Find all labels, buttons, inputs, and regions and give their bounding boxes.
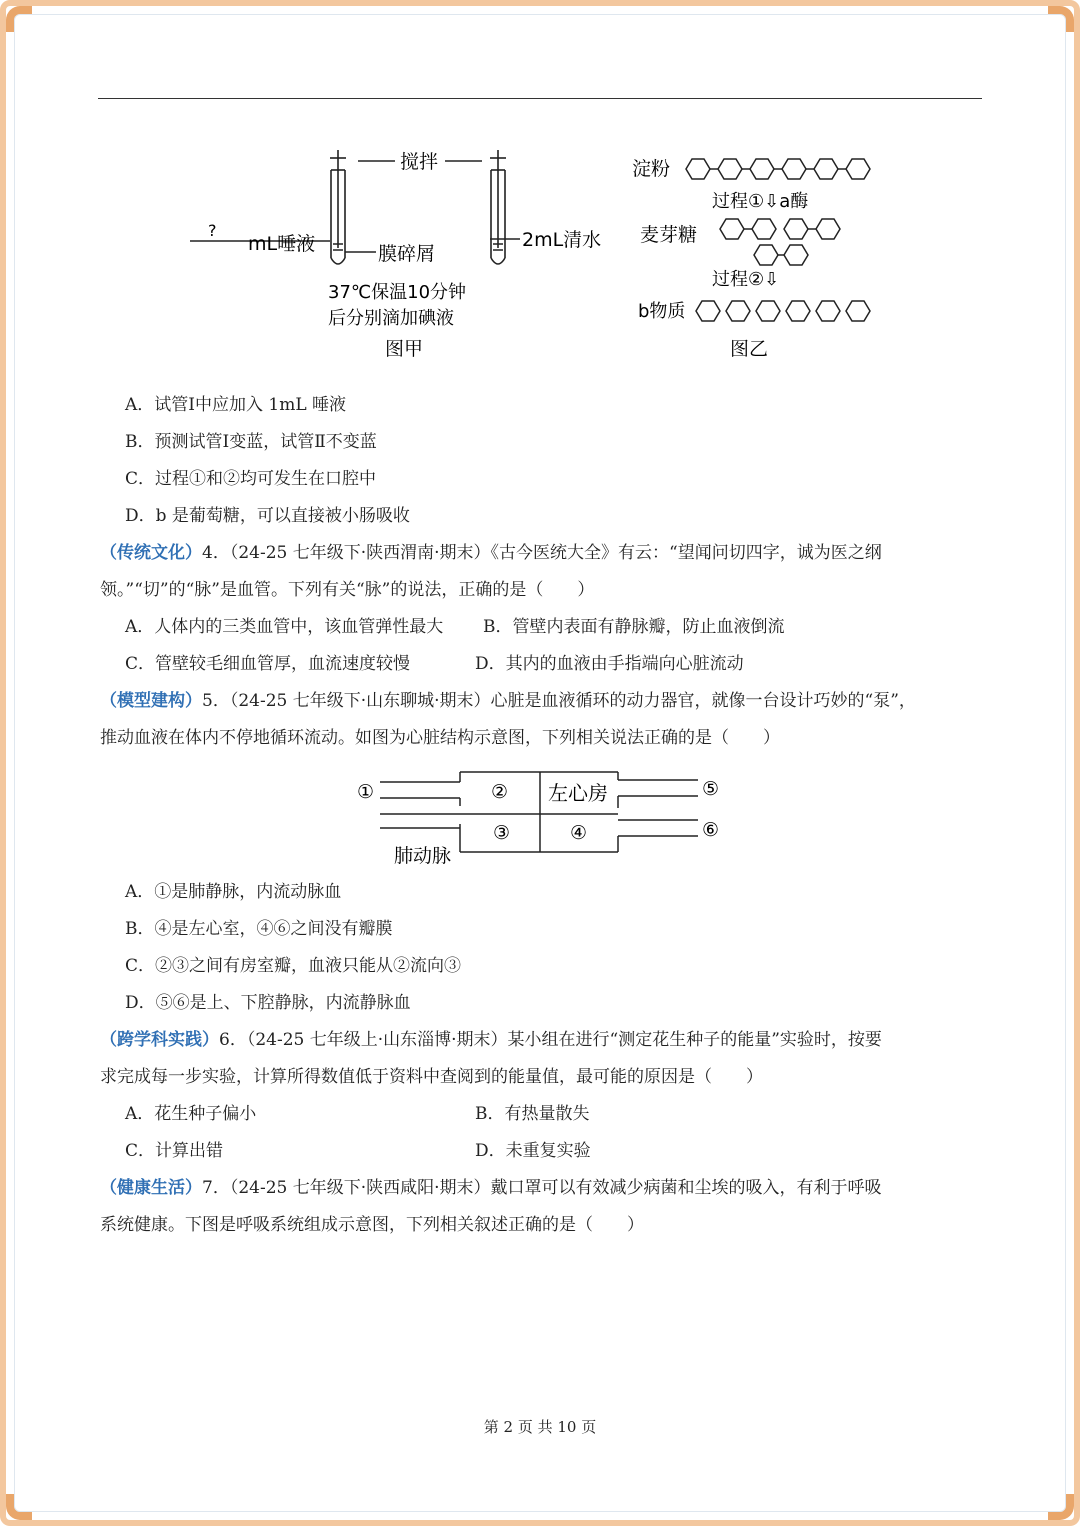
q4-option-d: D．其内的血液由手指端向心脏流动	[475, 654, 744, 674]
label-b-substance: b物质	[638, 301, 686, 322]
q6-option-c: C．计算出错	[125, 1141, 224, 1161]
heart-label-5: ⑤	[702, 778, 720, 800]
corner-ornament	[6, 1494, 32, 1520]
label-process-1: 过程①⇩a酶	[712, 191, 809, 212]
label-stir: 搅拌	[400, 151, 439, 173]
label-question: ?	[208, 221, 217, 240]
caption-yi: 图乙	[730, 338, 769, 360]
label-starch: 淀粉	[632, 158, 671, 180]
label-condition-1: 37℃保温10分钟	[328, 282, 467, 303]
q6-option-b: B．有热量散失	[475, 1104, 590, 1124]
maltose-chain	[720, 219, 840, 265]
q5-option-d: D．⑤⑥是上、下腔静脉，内流静脉血	[125, 993, 411, 1013]
heart-label-2: ②	[491, 781, 509, 803]
figure-starch-digestion	[628, 145, 888, 365]
q6-option-d: D．未重复实验	[475, 1141, 591, 1161]
q3-option-c: C．过程①和②均可发生在口腔中	[125, 469, 377, 489]
q6-line-1: 6．（24-25 七年级上·山东淄博·期末）某小组在进行“测定花生种子的能量”实验时，按要	[219, 1030, 882, 1050]
q5-stem-line-1	[100, 689, 916, 713]
q4-stem-line-2: 领。”“切”的“脉”是血管。下列有关“脉”的说法，正确的是（ ）	[100, 580, 595, 600]
q3-option-d: D．b 是葡萄糖，可以直接被小肠吸收	[125, 506, 410, 526]
q5-option-b: B．④是左心室，④⑥之间没有瓣膜	[125, 919, 393, 939]
label-maltose: 麦芽糖	[640, 224, 698, 246]
q5-stem-line-2: 推动血液在体内不停地循环流动。如图为心脏结构示意图，下列相关说法正确的是（ ）	[100, 728, 780, 748]
corner-ornament	[6, 6, 32, 32]
q7-line-1: 7．（24-25 七年级下·陕西咸阳·期末）戴口罩可以有效减少病菌和尘埃的吸入，有利于呼吸	[202, 1178, 882, 1198]
q4-option-b: B．管壁内表面有静脉瓣，防止血液倒流	[483, 617, 785, 637]
figure-heart-structure	[352, 762, 732, 872]
corner-ornament	[1048, 6, 1074, 32]
label-membrane: 膜碎屑	[378, 243, 436, 265]
q4-tag: （传统文化）	[100, 543, 202, 563]
heart-label-left-atrium: 左心房	[548, 781, 608, 805]
q5-tag: （模型建构）	[100, 691, 202, 711]
caption-jia: 图甲	[385, 338, 424, 360]
heart-label-1: ①	[357, 781, 375, 803]
q4-line-1: 4．（24-25 七年级下·陕西渭南·期末）《古今医统大全》有云：“望闻问切四字，诚为医之纲	[202, 543, 882, 563]
test-tube-1	[330, 150, 346, 264]
q3-option-b: B．预测试管Ⅰ变蓝，试管Ⅱ不变蓝	[125, 432, 377, 452]
starch-chain	[686, 159, 870, 179]
q5-option-a: A．①是肺静脉，内流动脉血	[125, 882, 342, 902]
q7-tag: （健康生活）	[100, 1178, 202, 1198]
figure-test-tubes	[180, 140, 620, 370]
label-condition-2: 后分别滴加碘液	[328, 308, 454, 329]
q6-stem-line-1	[100, 1028, 882, 1052]
label-water: 2mL清水	[522, 229, 602, 251]
q4-option-c: C．管壁较毛细血管厚，血流速度较慢	[125, 654, 411, 674]
heart-label-pulmonary-artery: 肺动脉	[394, 845, 452, 867]
test-tube-2	[490, 150, 506, 264]
heart-label-3: ③	[493, 822, 511, 844]
heart-label-6: ⑥	[702, 819, 720, 841]
q6-option-a: A．花生种子偏小	[125, 1104, 257, 1124]
label-process-2: 过程②⇩	[712, 269, 780, 290]
q7-stem-line-2: 系统健康。下图是呼吸系统组成示意图，下列相关叙述正确的是（ ）	[100, 1215, 644, 1235]
label-saliva: mL唾液	[248, 233, 316, 255]
q4-stem-line-1	[100, 541, 882, 565]
q5-line-1: 5．（24-25 七年级下·山东聊城·期末）心脏是血液循环的动力器官，就像一台设计巧妙的“泵”，	[202, 691, 916, 711]
heart-label-4: ④	[570, 822, 588, 844]
q4-option-a: A．人体内的三类血管中，该血管弹性最大	[125, 617, 444, 637]
q6-tag: （跨学科实践）	[100, 1030, 219, 1050]
q6-stem-line-2: 求完成每一步实验，计算所得数值低于资料中查阅到的能量值，最可能的原因是（ ）	[100, 1067, 763, 1087]
q7-stem-line-1	[100, 1176, 882, 1200]
header-rule	[98, 98, 982, 99]
b-substance-chain	[696, 301, 870, 321]
q3-option-a: A．试管Ⅰ中应加入 1mL 唾液	[125, 395, 347, 415]
corner-ornament	[1048, 1494, 1074, 1520]
q5-option-c: C．②③之间有房室瓣，血液只能从②流向③	[125, 956, 462, 976]
page-footer: 第 2 页 共 10 页	[483, 1418, 597, 1436]
